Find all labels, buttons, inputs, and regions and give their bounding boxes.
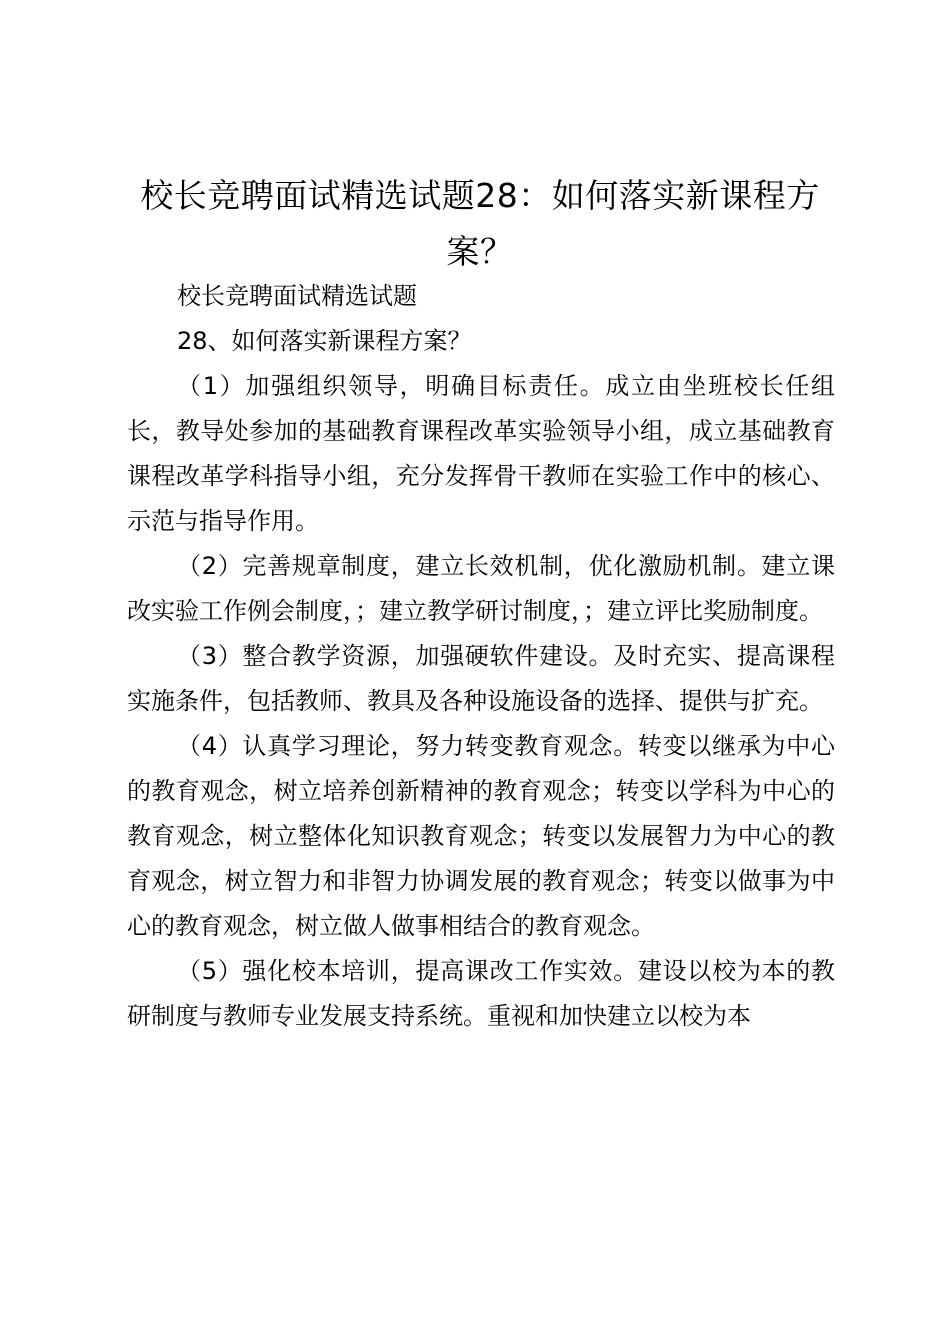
body-paragraph: （5）强化校本培训，提高课改工作实效。建设以校为本的教研制度与教师专业发展支持系统。重视和加快建立以校为本	[127, 957, 835, 1030]
document-title: 校长竞聘面试精选试题28：如何落实新课程方案？	[140, 176, 820, 271]
body-paragraph: （1）加强组织领导，明确目标责任。成立由坐班校长任组长，教导处参加的基础教育课程改革实验领导小组，成立基础教育课程改革学科指导小组，充分发挥骨干教师在实验工作中的核心、示范与指导作用。	[127, 372, 835, 535]
body-paragraph: 28、如何落实新课程方案？	[177, 327, 472, 355]
document-body	[127, 274, 835, 1039]
body-paragraph: （3）整合教学资源，加强硬软件建设。及时充实、提高课程实施条件，包括教师、教具及各种设施设备的选择、提供与扩充。	[127, 642, 835, 715]
body-paragraph: 校长竞聘面试精选试题	[177, 282, 417, 310]
body-paragraph: （2）完善规章制度，建立长效机制，优化激励机制。建立课改实验工作例会制度，；建立教学研讨制度，；建立评比奖励制度。	[127, 552, 835, 625]
body-paragraph: （4）认真学习理论，努力转变教育观念。转变以继承为中心的教育观念，树立培养创新精神的教育观念；转变以学科为中心的教育观念，树立整体化知识教育观念；转变以发展智力为中心的教育观念，树立智力和非智力协调发展的教育观念；转变以做事为中心的教育观念，树立做人做事相结合的教育观念。	[127, 732, 835, 940]
